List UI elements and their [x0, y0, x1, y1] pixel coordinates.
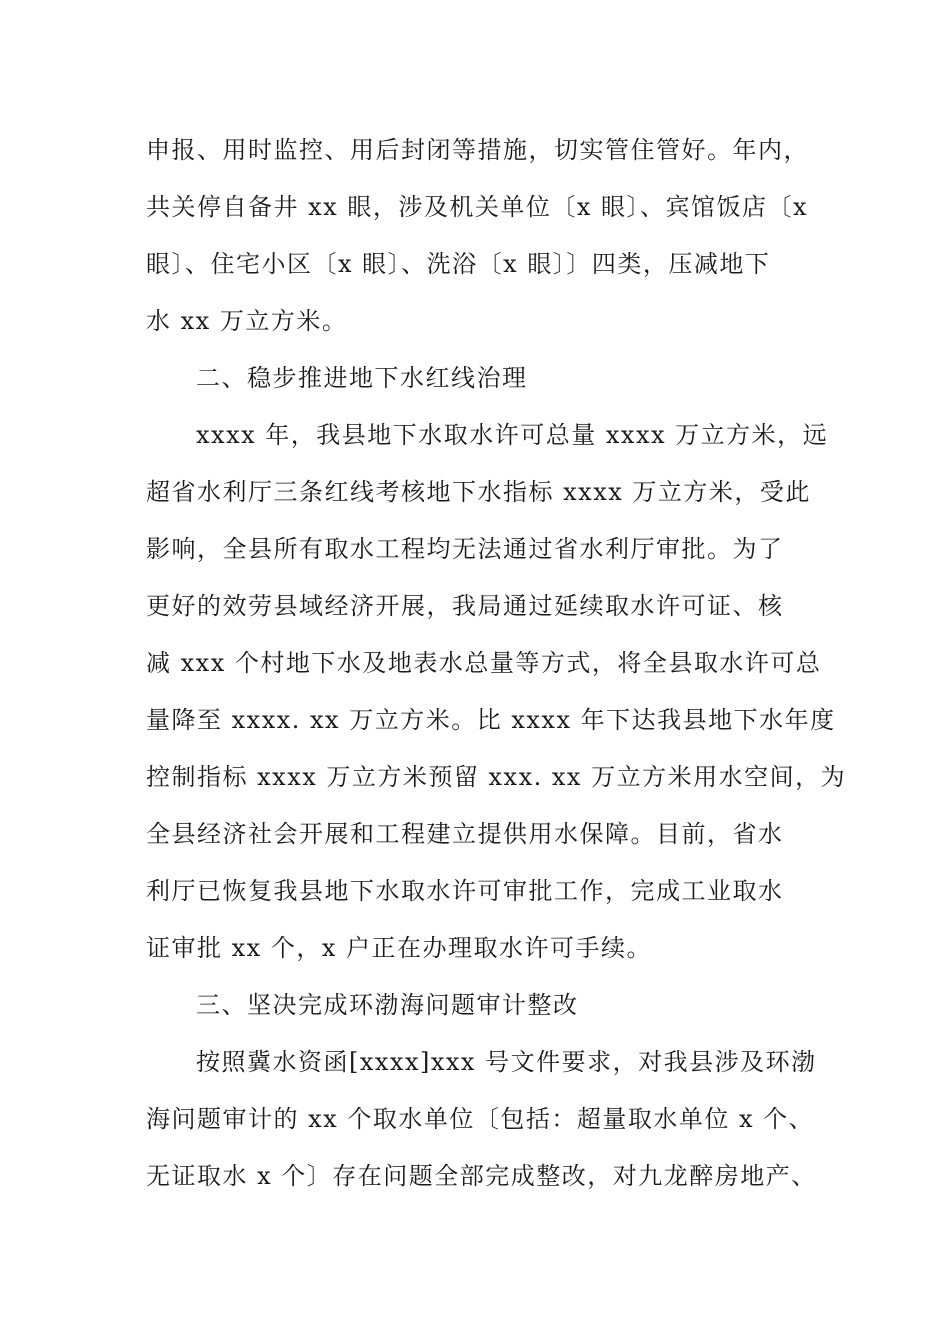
paragraph-line: 利厅已恢复我县地下水取水许可审批工作，完成工业取水 — [146, 877, 784, 905]
paragraph-line: 量降至 xxxx. xx 万立方米。比 xxxx 年下达我县地下水年度 — [146, 706, 836, 734]
section-heading: 二、稳步推进地下水红线治理 — [196, 364, 528, 392]
paragraph-line: 减 xxx 个村地下水及地表水总量等方式，将全县取水许可总 — [146, 649, 822, 677]
paragraph-line: 证审批 xx 个，x 户正在办理取水许可手续。 — [146, 934, 652, 962]
paragraph-line: 更好的效劳县域经济开展，我局通过延续取水许可证、核 — [146, 592, 784, 620]
paragraph-line: 水 xx 万立方米。 — [146, 307, 348, 335]
paragraph-line: xxxx 年，我县地下水取水许可总量 xxxx 万立方米，远 — [196, 421, 829, 449]
paragraph-line: 申报、用时监控、用后封闭等措施，切实管住管好。年内， — [146, 136, 809, 164]
paragraph-line: 控制指标 xxxx 万立方米预留 xxx. xx 万立方米用水空间，为 — [146, 763, 847, 791]
paragraph-line: 无证取水 x 个〕存在问题全部完成整改，对九龙醉房地产、 — [146, 1162, 817, 1190]
paragraph-line: 超省水利厅三条红线考核地下水指标 xxxx 万立方米，受此 — [146, 478, 811, 506]
section-heading: 三、坚决完成环渤海问题审计整改 — [196, 991, 579, 1019]
paragraph-line: 海问题审计的 xx 个取水单位〔包括：超量取水单位 x 个、 — [146, 1105, 815, 1133]
paragraph-line: 眼〕、住宅小区〔x 眼〕、洗浴〔x 眼〕〕四类，压减地下 — [146, 250, 771, 278]
paragraph-line: 按照冀水资函[xxxx]xxx 号文件要求，对我县涉及环渤 — [196, 1048, 817, 1076]
paragraph-line: 共关停自备井 xx 眼，涉及机关单位〔x 眼〕、宾馆饭店〔x — [146, 193, 809, 221]
paragraph-line: 影响，全县所有取水工程均无法通过省水利厅审批。为了 — [146, 535, 784, 563]
paragraph-line: 全县经济社会开展和工程建立提供用水保障。目前，省水 — [146, 820, 784, 848]
